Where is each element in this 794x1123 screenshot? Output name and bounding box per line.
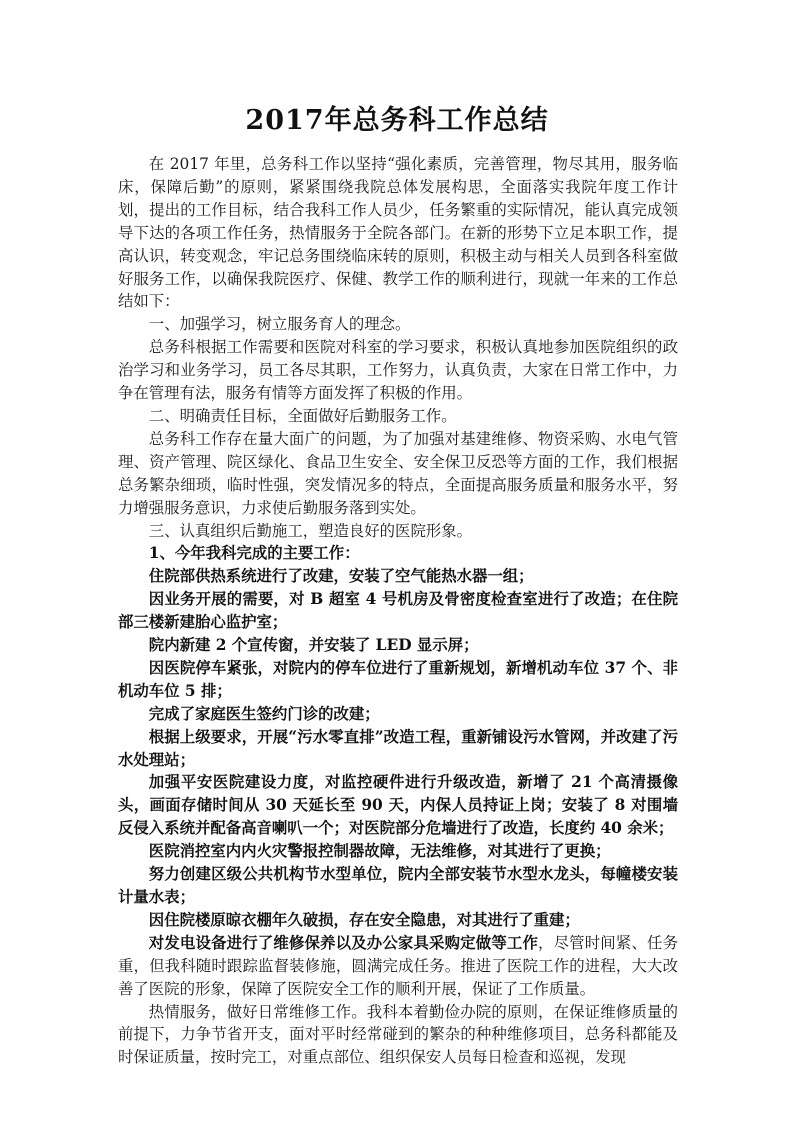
paragraph-section-1: 总务科根据工作需要和医院对科室的学习要求，积极认真地参加医院组织的政治学习和业务学习，员工各尽其职，工作努力，认真负责，大家在日常工作中，力争在管理有法，服务有情等方面发挥了积极的作用。 (118, 338, 678, 403)
paragraph-intro: 在 2017 年里，总务科工作以坚持“强化素质，完善管理，物尽其用，服务临床，保障后勤”的原则，紧紧围绕我院总体发展构思，全面落实我院年度工作计划，提出的工作目标，结合我科工作人员少，任务繁重的实际情况，能认真完成领导下达的各项工作任务，热情服务于全院各部门。在新的形势下立足本职工作，提高认识，转变观念，牢记总务围绕临床转的原则，积极主动与相关人员到各科室做好服务工作，以确保我院医疗、保健、教学工作的顺利进行，现就一年来的工作总结如下： (118, 155, 678, 311)
paragraph-maintenance: 热情服务，做好日常维修工作。我科本着勤俭办院的原则，在保证维修质量的前提下，力争节省开支，面对平时经常碰到的繁杂的种种维修项目，总务科都能及时保证质量，按时完工，对重点部位、组织保安人员每日检查和巡视，发现 (118, 1002, 678, 1067)
subheading-main-work: 1、今年我科完成的主要工作： (148, 544, 360, 563)
work-item: 医院消控室内内火灾警报控制器故障，无法维修，对其进行了更换； (148, 842, 611, 861)
heading-section-3: 三、认真组织后勤施工，塑造良好的医院形象。 (148, 521, 473, 540)
paragraph-section-2: 总务科工作存在量大面广的问题，为了加强对基建维修、物资采购、水电气管理、资产管理、院区绿化、食品卫生安全、安全保卫反恐等方面的工作，我们根据总务繁杂细琐，临时性强，突发情况多的特点，全面提高服务质量和服务水平，努力增强服务意识，力求使后勤服务落到实处。 (118, 429, 678, 517)
work-item: 因业务开展的需要，对 B 超室 4 号机房及骨密度检查室进行了改造；在住院部三楼新建胎心监护室； (118, 590, 678, 632)
document-body (118, 153, 678, 1069)
work-item: 完成了家庭医生签约门诊的改建； (148, 704, 380, 723)
heading-section-1: 一、加强学习，树立服务育人的理念。 (148, 315, 411, 334)
work-item: 住院部供热系统进行了改建，安装了空气能热水器一组； (148, 567, 534, 586)
work-item: 因住院楼原晾衣棚年久破损，存在安全隐患，对其进行了重建； (148, 910, 580, 929)
heading-section-2: 二、明确责任目标，全面做好后勤服务工作。 (148, 406, 457, 425)
work-item: 院内新建 2 个宣传窗，并安装了 LED 显示屏； (148, 636, 479, 655)
paragraph-equipment (118, 932, 678, 1001)
work-item: 加强平安医院建设力度，对监控硬件进行升级改造，新增了 21 个高清摄像头，画面存储时间从 30 天延长至 90 天，内保人员持证上岗；安装了 8 对围墙反侵入系统并配备高音喇叭一个；对医院部分危墙进行了改造，长度约 40 余米； (118, 773, 678, 838)
work-item: 因医院停车紧张，对院内的停车位进行了重新规划，新增机动车位 37 个、非机动车位 5 排； (118, 658, 678, 700)
bold-lead-text: 对发电设备进行了维修保养以及办公家具采购定做等工作 (148, 933, 539, 952)
document-title: 2017年总务科工作总结 (245, 105, 549, 136)
work-item: 努力创建区级公共机构节水型单位，院内全部安装节水型水龙头，每幢楼安装计量水表； (118, 865, 678, 906)
work-item: 根据上级要求，开展“污水零直排”改造工程，重新铺设污水管网，并改建了污水处理站； (118, 727, 678, 769)
paragraph-text: ，尽管时间紧、任务重，但我科随时跟踪监督装修施，圆满完成任务。推进了医院工作的进程，大大改善了医院的形象，保障了医院安全工作的顺利开展，保证了工作质量。 (118, 933, 678, 998)
